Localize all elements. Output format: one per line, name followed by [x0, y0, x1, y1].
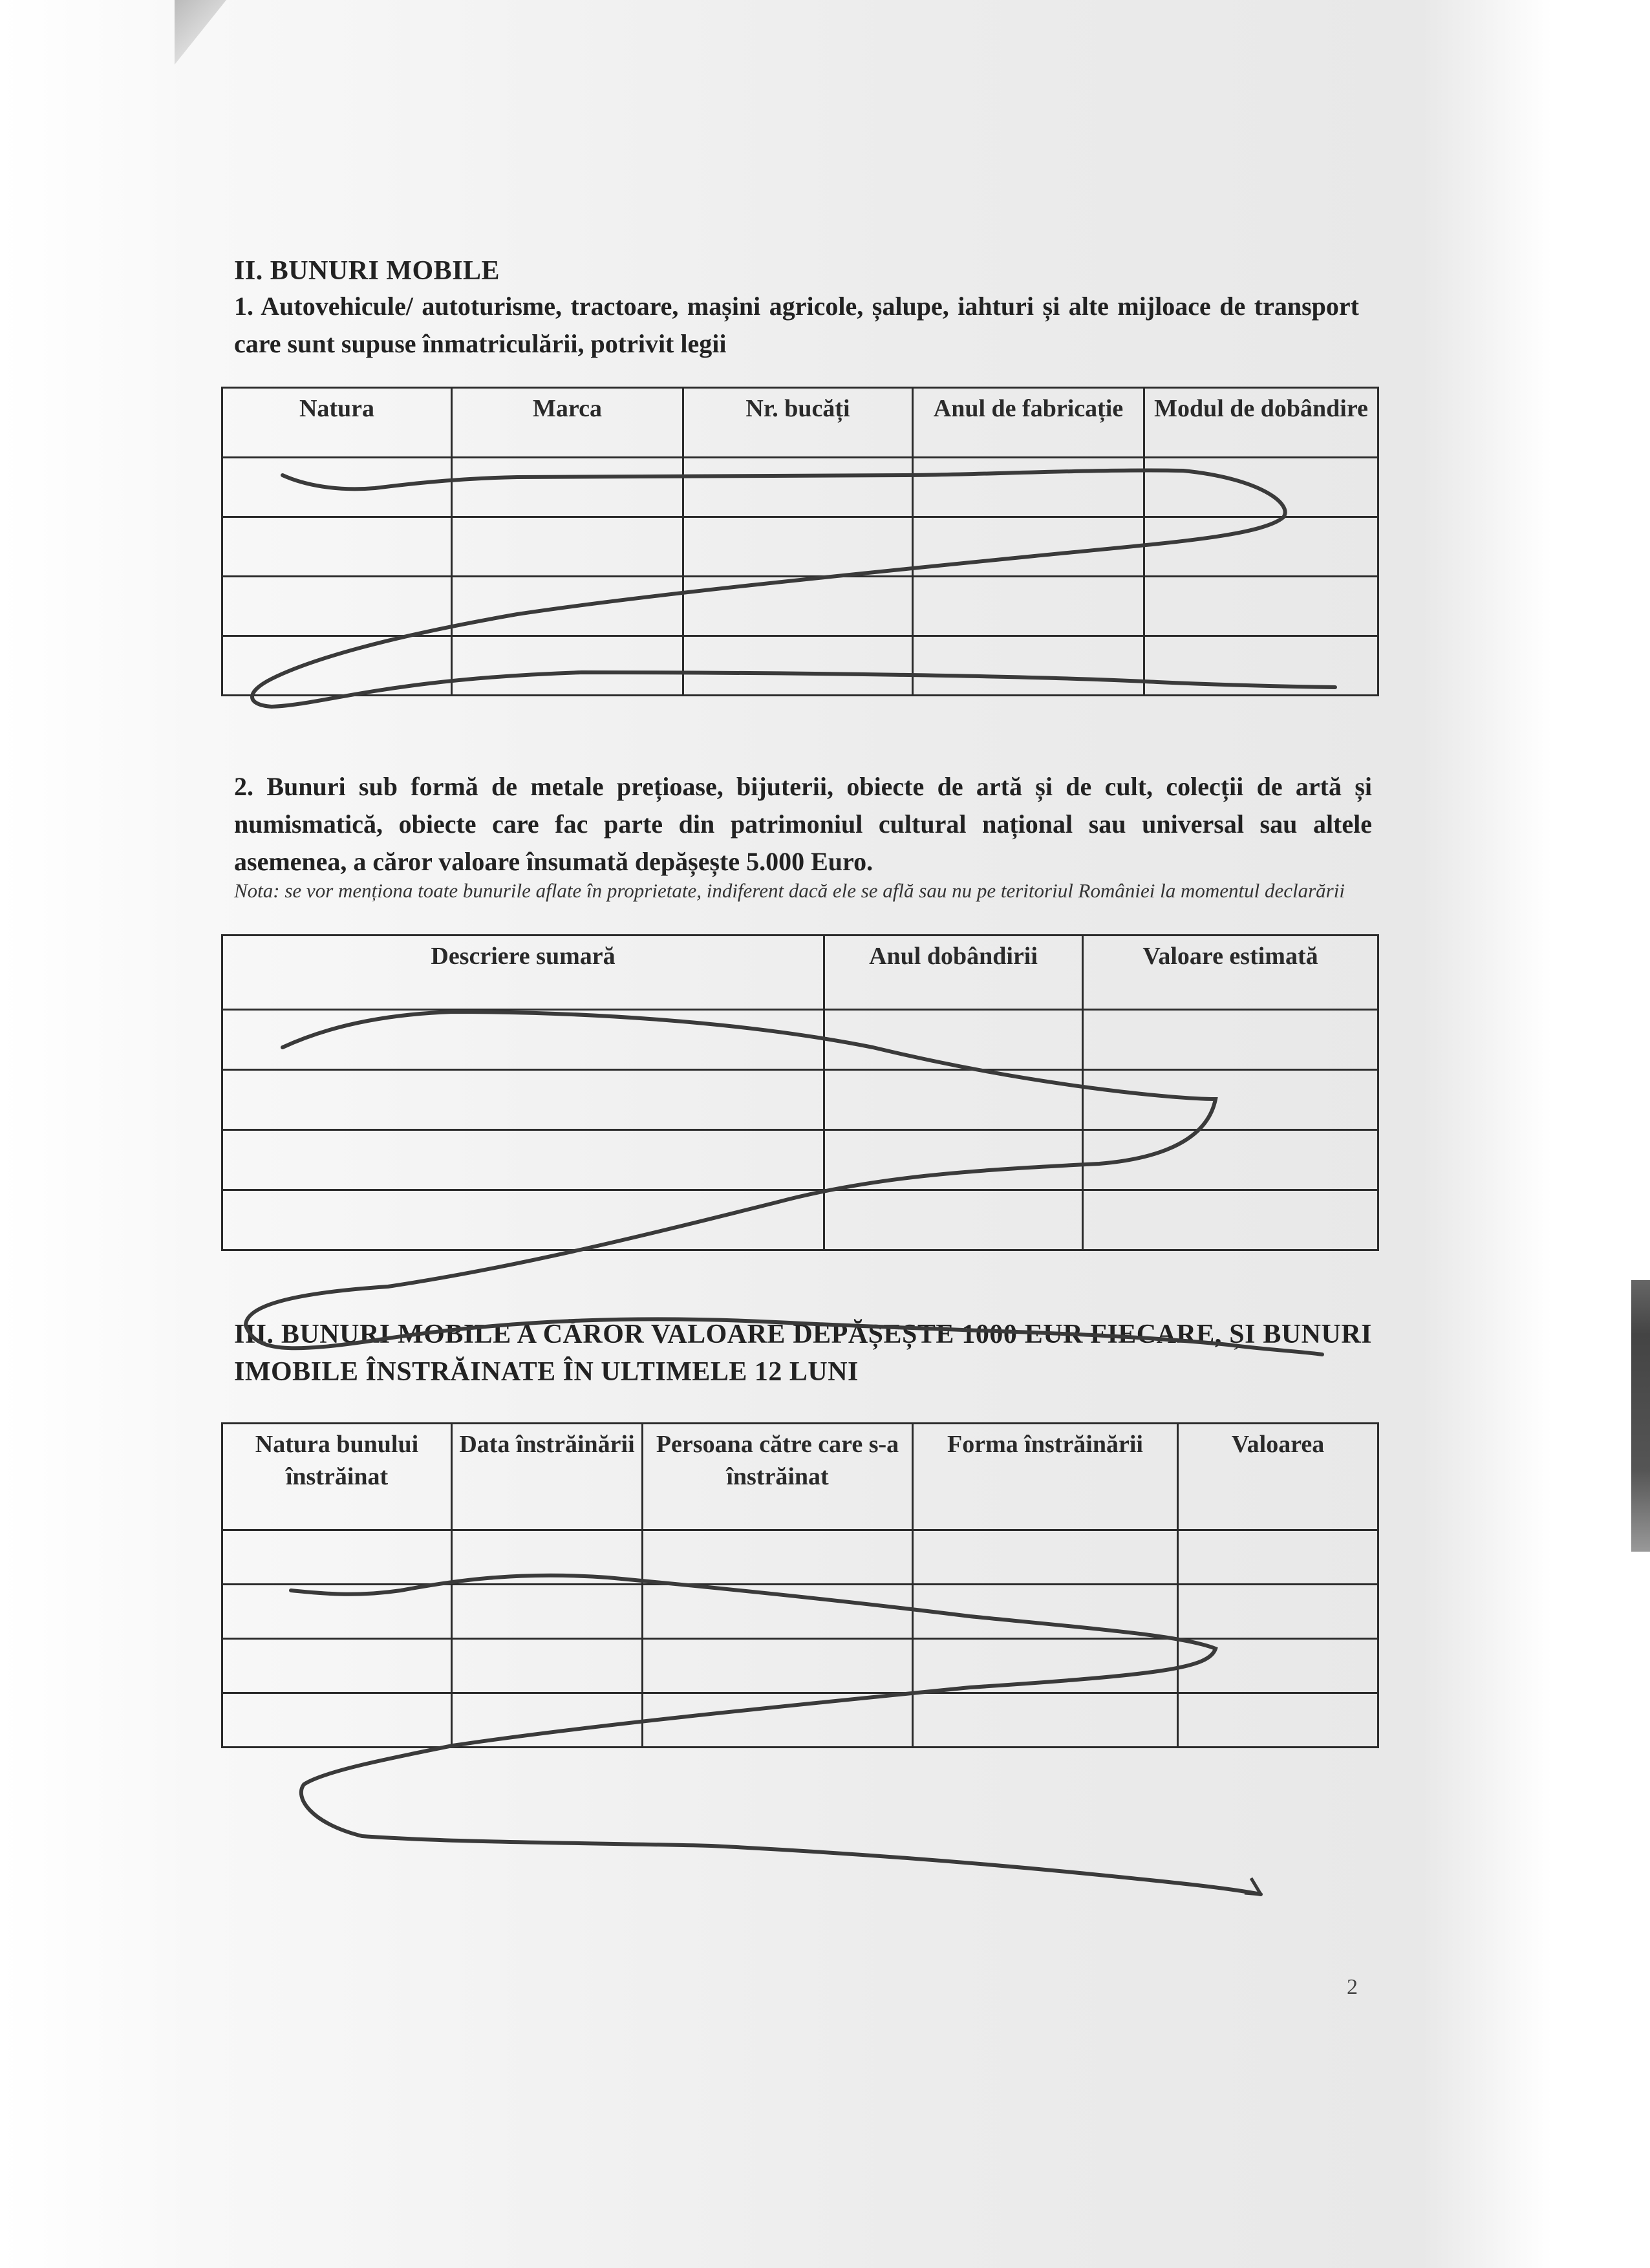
table-cell[interactable] [222, 1070, 824, 1130]
table-cell[interactable] [1178, 1693, 1378, 1748]
column-header: Forma înstrăinării [913, 1424, 1178, 1530]
table-cell[interactable] [1178, 1585, 1378, 1639]
table-cell[interactable] [643, 1639, 913, 1693]
table-cell[interactable] [913, 458, 1144, 517]
table-cell[interactable] [222, 1010, 824, 1070]
table-cell[interactable] [683, 517, 913, 577]
table-cell[interactable] [683, 577, 913, 636]
table-row [222, 1693, 1378, 1748]
vehicles-table [221, 387, 1379, 696]
table-cell[interactable] [222, 517, 452, 577]
table-header-row [222, 1424, 1378, 1530]
table-cell[interactable] [1178, 1639, 1378, 1693]
table-cell[interactable] [452, 1693, 643, 1748]
column-header: Nr. bucăți [683, 388, 913, 458]
table-header-row [222, 388, 1378, 458]
column-header: Persoana către care s-a înstrăinat [643, 1424, 913, 1530]
table-cell[interactable] [913, 636, 1144, 696]
table-cell[interactable] [452, 458, 683, 517]
table-cell[interactable] [222, 1693, 452, 1748]
section-ii-title: II. BUNURI MOBILE [234, 256, 500, 286]
table-row [222, 577, 1378, 636]
table-cell[interactable] [824, 1190, 1083, 1250]
table-cell[interactable] [683, 636, 913, 696]
scan-edge-artifact [1631, 1280, 1650, 1552]
column-header: Data înstrăinării [452, 1424, 643, 1530]
table-cell[interactable] [222, 458, 452, 517]
table-cell[interactable] [222, 1130, 824, 1190]
table-row [222, 1070, 1378, 1130]
section-ii-item1-heading: 1. Autovehicule/ autoturisme, tractoare, mașini agricole, șalupe, iahturi și alte mijloace de transport care sunt supuse înmatriculării, potrivit legii [234, 292, 1359, 358]
section-iii-title: III. BUNURI MOBILE A CĂROR VALOARE DEPĂȘEȘTE 1000 EUR FIECARE, ȘI BUNURI IMOBILE ÎNSTRĂINATE ÎN ULTIMELE 12 LUNI [234, 1320, 1372, 1387]
column-header: Descriere sumară [222, 936, 824, 1010]
table-cell[interactable] [452, 517, 683, 577]
column-header: Anul de fabricație [913, 388, 1144, 458]
table-cell[interactable] [222, 1639, 452, 1693]
table-cell[interactable] [452, 1530, 643, 1585]
table-cell[interactable] [824, 1130, 1083, 1190]
page-number: 2 [1347, 1975, 1358, 1999]
column-header: Natura bunului înstrăinat [222, 1424, 452, 1530]
table-cell[interactable] [452, 577, 683, 636]
table-cell[interactable] [1178, 1530, 1378, 1585]
table-cell[interactable] [643, 1693, 913, 1748]
table-cell[interactable] [824, 1070, 1083, 1130]
table-cell[interactable] [643, 1530, 913, 1585]
table-cell[interactable] [643, 1585, 913, 1639]
table-cell[interactable] [1144, 458, 1378, 517]
table-row [222, 1639, 1378, 1693]
table-row [222, 1190, 1378, 1250]
section-ii-item2-heading: 2. Bunuri sub formă de metale prețioase, bijuterii, obiecte de artă și de cult, colecții de artă și numismatică, obiecte care fac parte din patrimoniul cultural național sau universal sau altele asemenea, a căror valoare însumată depășește 5.000 Euro. [234, 772, 1372, 876]
table-row [222, 1585, 1378, 1639]
table-cell[interactable] [913, 1639, 1178, 1693]
table-cell[interactable] [222, 577, 452, 636]
valuables-table [221, 934, 1379, 1251]
table-row [222, 517, 1378, 577]
table-row [222, 636, 1378, 696]
table-cell[interactable] [824, 1010, 1083, 1070]
column-header: Anul dobândirii [824, 936, 1083, 1010]
table-cell[interactable] [1083, 1190, 1378, 1250]
table-row [222, 458, 1378, 517]
table-cell[interactable] [222, 1585, 452, 1639]
alienated-goods-table [221, 1422, 1379, 1748]
table-cell[interactable] [222, 1530, 452, 1585]
table-cell[interactable] [913, 517, 1144, 577]
table-cell[interactable] [1144, 517, 1378, 577]
table-cell[interactable] [913, 1530, 1178, 1585]
table-cell[interactable] [222, 636, 452, 696]
table-cell[interactable] [913, 577, 1144, 636]
table-cell[interactable] [1083, 1130, 1378, 1190]
table-cell[interactable] [683, 458, 913, 517]
column-header: Marca [452, 388, 683, 458]
table-cell[interactable] [452, 1585, 643, 1639]
table-cell[interactable] [1144, 577, 1378, 636]
section-ii-item2-note: Nota: se vor menționa toate bunurile aflate în proprietate, indiferent dacă ele se află sau nu pe teritoriul României la momentul declarării [234, 879, 1345, 902]
table-row [222, 1130, 1378, 1190]
table-cell[interactable] [913, 1585, 1178, 1639]
table-cell[interactable] [452, 636, 683, 696]
column-header: Valoare estimată [1083, 936, 1378, 1010]
column-header: Valoarea [1178, 1424, 1378, 1530]
column-header: Natura [222, 388, 452, 458]
column-header: Modul de dobândire [1144, 388, 1378, 458]
table-cell[interactable] [913, 1693, 1178, 1748]
table-row [222, 1530, 1378, 1585]
table-cell[interactable] [222, 1190, 824, 1250]
table-header-row [222, 936, 1378, 1010]
table-cell[interactable] [1144, 636, 1378, 696]
table-cell[interactable] [1083, 1070, 1378, 1130]
table-cell[interactable] [452, 1639, 643, 1693]
table-cell[interactable] [1083, 1010, 1378, 1070]
table-row [222, 1010, 1378, 1070]
